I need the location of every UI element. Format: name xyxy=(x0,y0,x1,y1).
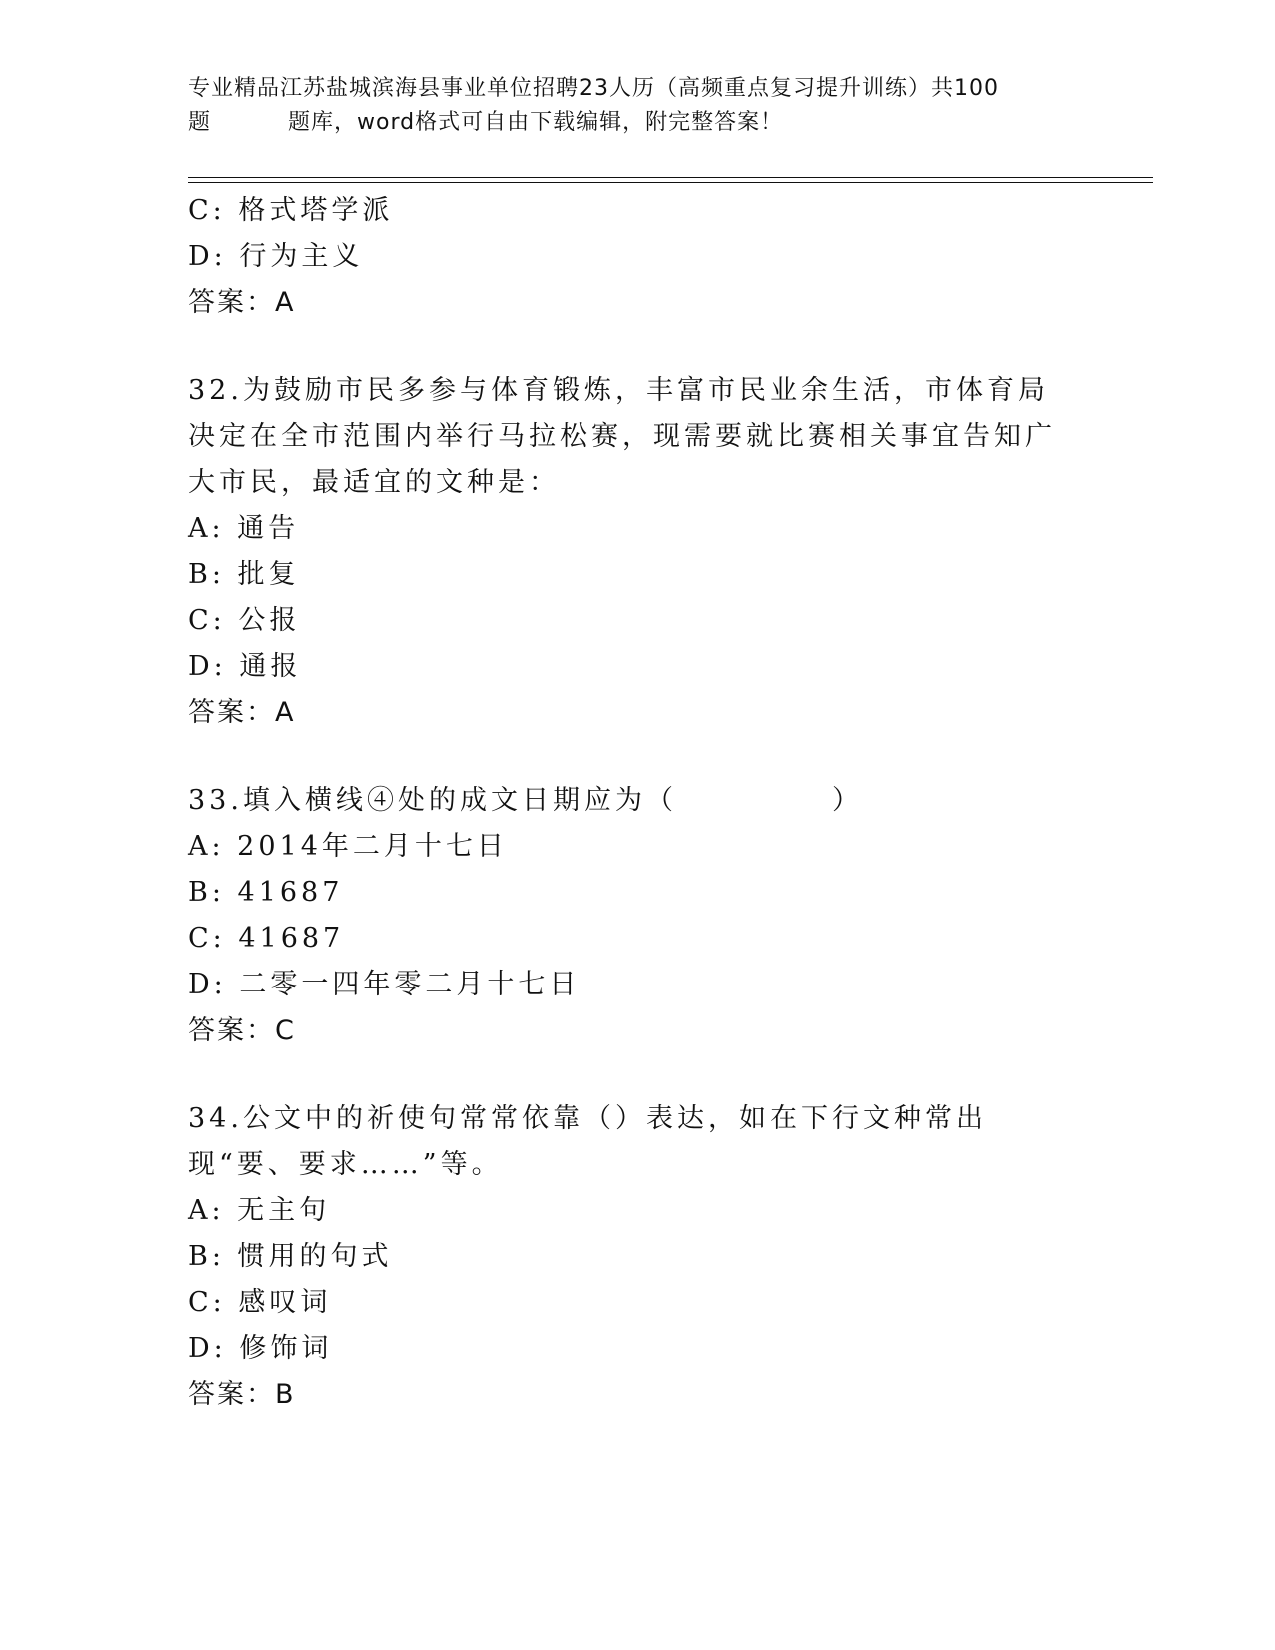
option-c: C: 公报 xyxy=(188,605,301,636)
option-d: D: 通报 xyxy=(188,651,302,682)
option-d: D: 行为主义 xyxy=(188,241,364,272)
question-block-31 xyxy=(188,188,1088,326)
answer-line: 答案：C xyxy=(188,1015,296,1046)
header-title-line-2 xyxy=(188,106,1088,140)
question-block-33 xyxy=(188,778,1088,1054)
header-title-line-2-end: 题库，word格式可自由下载编辑，附完整答案！ xyxy=(288,110,784,135)
question-block-34 xyxy=(188,1096,1088,1418)
option-c: C: 格式塔学派 xyxy=(188,195,394,226)
option-a: A: 无主句 xyxy=(188,1195,331,1226)
answer-line: 答案：B xyxy=(188,1379,296,1410)
question-list xyxy=(188,188,1088,1418)
option-c: C: 41687 xyxy=(188,923,345,954)
question-stem: 34.公文中的祈使句常常依靠（）表达，如在下行文种常出现“要、要求……”等。 xyxy=(188,1103,987,1180)
answer-line: 答案：A xyxy=(188,287,296,318)
option-b: B: 惯用的句式 xyxy=(188,1241,393,1272)
answer-line: 答案：A xyxy=(188,697,296,728)
question-block-32 xyxy=(188,368,1088,736)
header-divider-bottom xyxy=(188,182,1153,183)
header-title-line-2-start: 题 xyxy=(188,110,212,135)
option-b: B: 批复 xyxy=(188,559,300,590)
spacer xyxy=(188,326,1088,368)
option-b: B: 41687 xyxy=(188,877,344,908)
option-d: D: 二零一四年零二月十七日 xyxy=(188,969,581,1000)
question-stem: 33.填入横线④处的成文日期应为（ ） xyxy=(188,785,863,816)
option-a: A: 2014年二月十七日 xyxy=(188,831,508,862)
spacer xyxy=(188,736,1088,778)
page-header xyxy=(188,72,1088,140)
header-divider-top xyxy=(188,177,1153,178)
spacer xyxy=(188,1054,1088,1096)
question-stem: 32.为鼓励市民多参与体育锻炼，丰富市民业余生活，市体育局决定在全市范围内举行马拉松赛，现需要就比赛相关事宜告知广大市民，最适宜的文种是： xyxy=(188,375,1056,498)
option-a: A: 通告 xyxy=(188,513,300,544)
option-c: C: 感叹词 xyxy=(188,1287,332,1318)
option-d: D: 修饰词 xyxy=(188,1333,333,1364)
header-title-line-1: 专业精品江苏盐城滨海县事业单位招聘23人历（高频重点复习提升训练）共100 xyxy=(188,76,999,101)
